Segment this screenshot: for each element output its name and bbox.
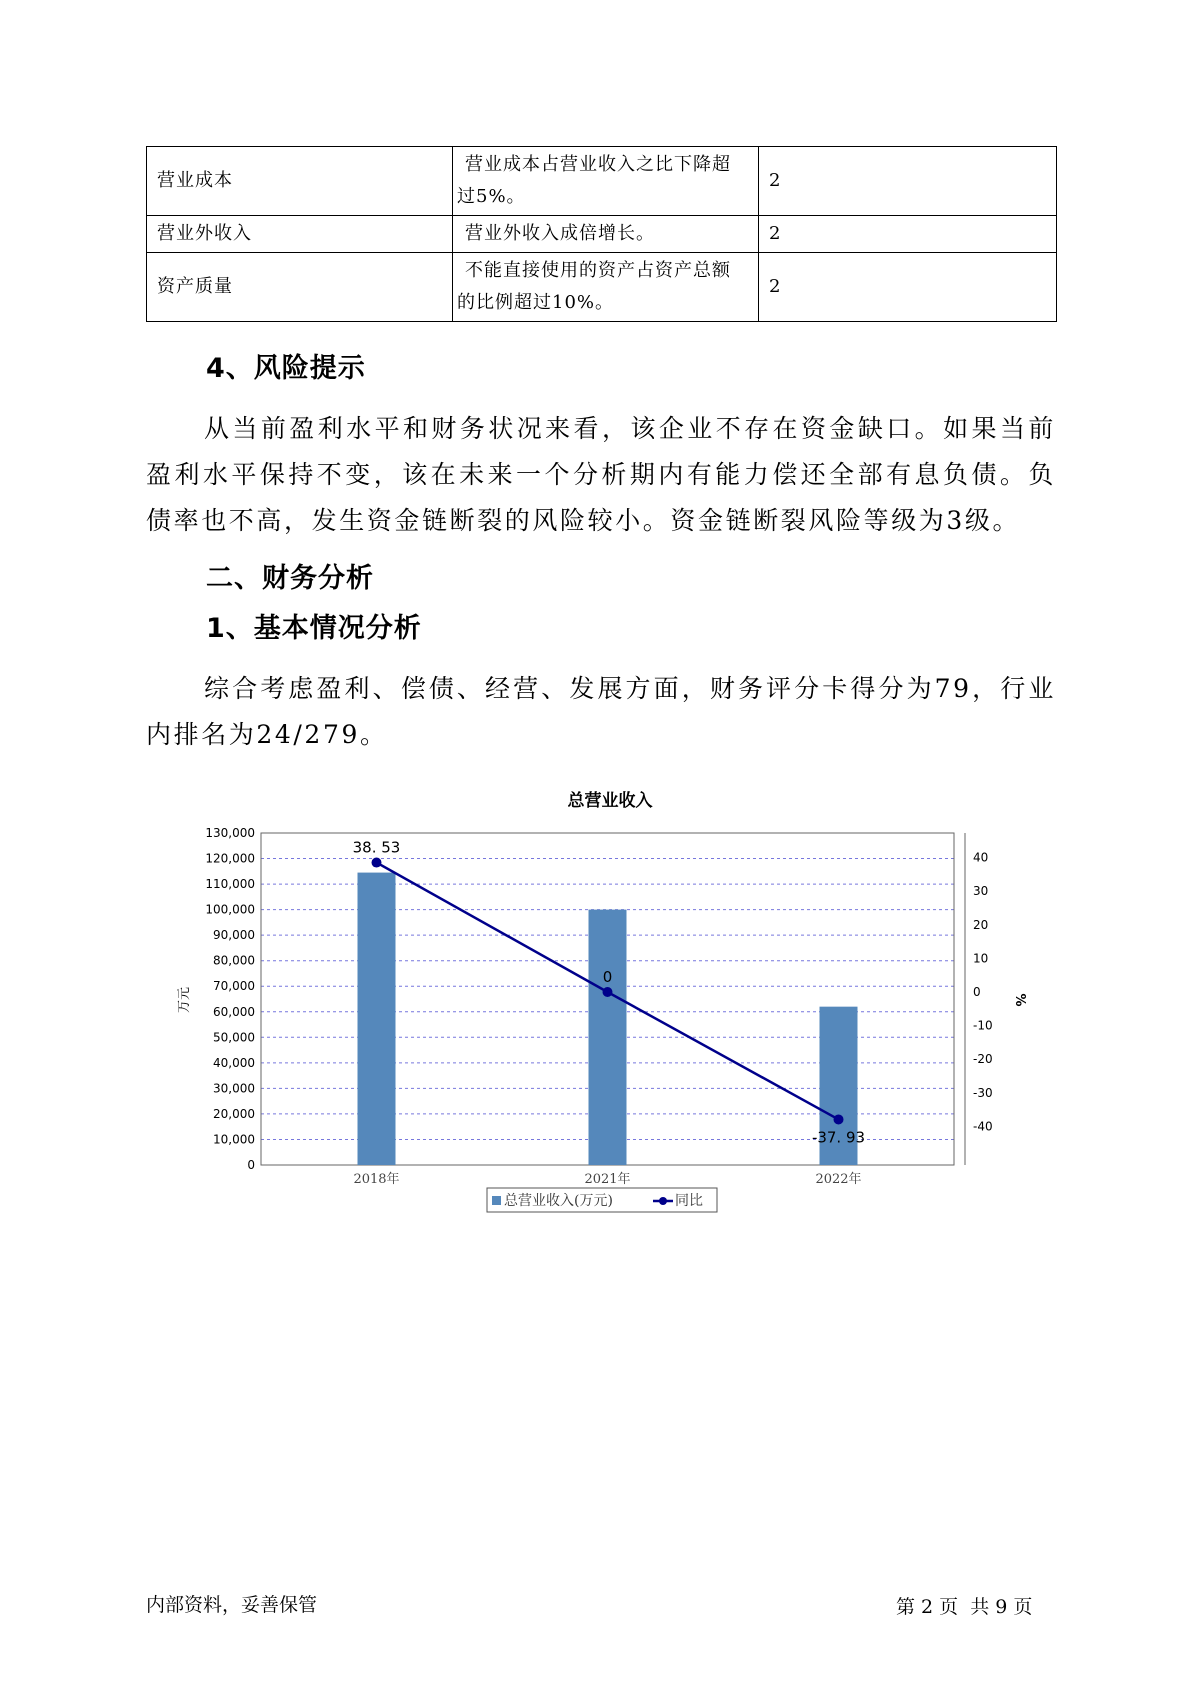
y-tick-label: 80,000: [213, 953, 255, 968]
revenue-chart: [170, 780, 1050, 1240]
y-tick-label: 70,000: [213, 979, 255, 994]
paragraph-text: 从当前盈利水平和财务状况来看，该企业不存在资金缺口。如果当前盈利水平保持不变，该在未来一个分析期内有能力偿还全部有息负债。负债率也不高，发生资金链断裂的风险较小。资金链断裂风险等级为3级。: [146, 414, 1056, 535]
risk-indicator-table: [146, 146, 1057, 322]
x-tick-label: 2022年: [815, 1172, 862, 1187]
bar-2018年: [358, 873, 396, 1165]
paragraph-text: 综合考虑盈利、偿债、经营、发展方面，财务评分卡得分为79，行业内排名为24/279。: [146, 674, 1056, 749]
y-tick-label: 50,000: [213, 1030, 255, 1045]
y2-axis-label: %: [1012, 993, 1027, 1007]
y2-tick-label: 40: [973, 850, 989, 865]
table-cell-item: 资产质量: [147, 253, 453, 322]
y-tick-label: 120,000: [205, 851, 255, 866]
y-tick-label: 130,000: [205, 826, 255, 840]
y2-tick-label: 10: [973, 951, 989, 966]
rule-line: 过5%。: [457, 186, 526, 207]
table-cell-score: 2: [759, 147, 1057, 216]
table-row: [147, 253, 1057, 322]
section-heading-basic: 1、基本情况分析: [206, 613, 422, 644]
x-tick-label: 2018年: [353, 1172, 400, 1187]
y-axis-label: 万元: [177, 986, 192, 1014]
data-label-yoy: 38. 53: [352, 838, 401, 857]
y-tick-label: 0: [247, 1158, 255, 1172]
rule-line: 营业成本占营业收入之比下降超: [465, 154, 731, 175]
section-heading-risk: 4、风险提示: [206, 353, 366, 384]
x-tick-label: 2021年: [584, 1172, 631, 1187]
legend-label-revenue: 总营业收入(万元): [504, 1193, 613, 1209]
section-heading-financial: 二、财务分析: [206, 563, 374, 594]
rule-line: 营业外收入成倍增长。: [465, 223, 655, 244]
rule-line: 的比例超过10%。: [457, 292, 615, 313]
footer-page-number: 第 2 页 共 9 页: [896, 1596, 1033, 1618]
point-yoy: [834, 1114, 844, 1124]
point-yoy: [372, 858, 382, 868]
table-cell-rule: [453, 216, 759, 253]
y-tick-label: 30,000: [213, 1081, 255, 1096]
y-tick-label: 100,000: [205, 902, 255, 917]
data-label-yoy: -37. 93: [811, 1128, 866, 1147]
y-tick-label: 60,000: [213, 1004, 255, 1019]
risk-paragraph: [146, 406, 1056, 544]
y2-tick-label: 30: [973, 884, 989, 899]
y2-tick-label: -40: [973, 1119, 993, 1134]
y-tick-label: 40,000: [213, 1055, 255, 1070]
legend-label-yoy: 同比: [675, 1193, 703, 1209]
point-yoy: [603, 987, 613, 997]
legend-swatch-revenue: [492, 1196, 501, 1205]
y-tick-label: 110,000: [205, 877, 255, 892]
legend-marker-yoy: [659, 1197, 667, 1205]
y2-tick-label: -10: [973, 1018, 993, 1033]
table-cell-rule: [453, 147, 759, 216]
y-tick-label: 90,000: [213, 928, 255, 943]
y2-tick-label: 20: [973, 917, 989, 932]
y2-tick-label: -30: [973, 1085, 993, 1100]
chart-title: 总营业收入: [567, 791, 653, 811]
table-cell-item: 营业外收入: [147, 216, 453, 253]
table-row: [147, 216, 1057, 253]
table-cell-rule: [453, 253, 759, 322]
y-tick-label: 20,000: [213, 1106, 255, 1121]
data-label-yoy: 0: [602, 968, 613, 986]
table-cell-score: 2: [759, 216, 1057, 253]
y-tick-label: 10,000: [213, 1132, 255, 1147]
chart-svg: [170, 780, 1050, 1240]
table-cell-item: 营业成本: [147, 147, 453, 216]
table-row: [147, 147, 1057, 216]
bar-2021年: [589, 910, 627, 1165]
y2-tick-label: 0: [973, 985, 981, 999]
basic-paragraph: [146, 666, 1056, 758]
y2-tick-label: -20: [973, 1052, 993, 1067]
footer-confidential: 内部资料，妥善保管: [146, 1594, 318, 1616]
rule-line: 不能直接使用的资产占资产总额: [465, 260, 731, 281]
table-cell-score: 2: [759, 253, 1057, 322]
